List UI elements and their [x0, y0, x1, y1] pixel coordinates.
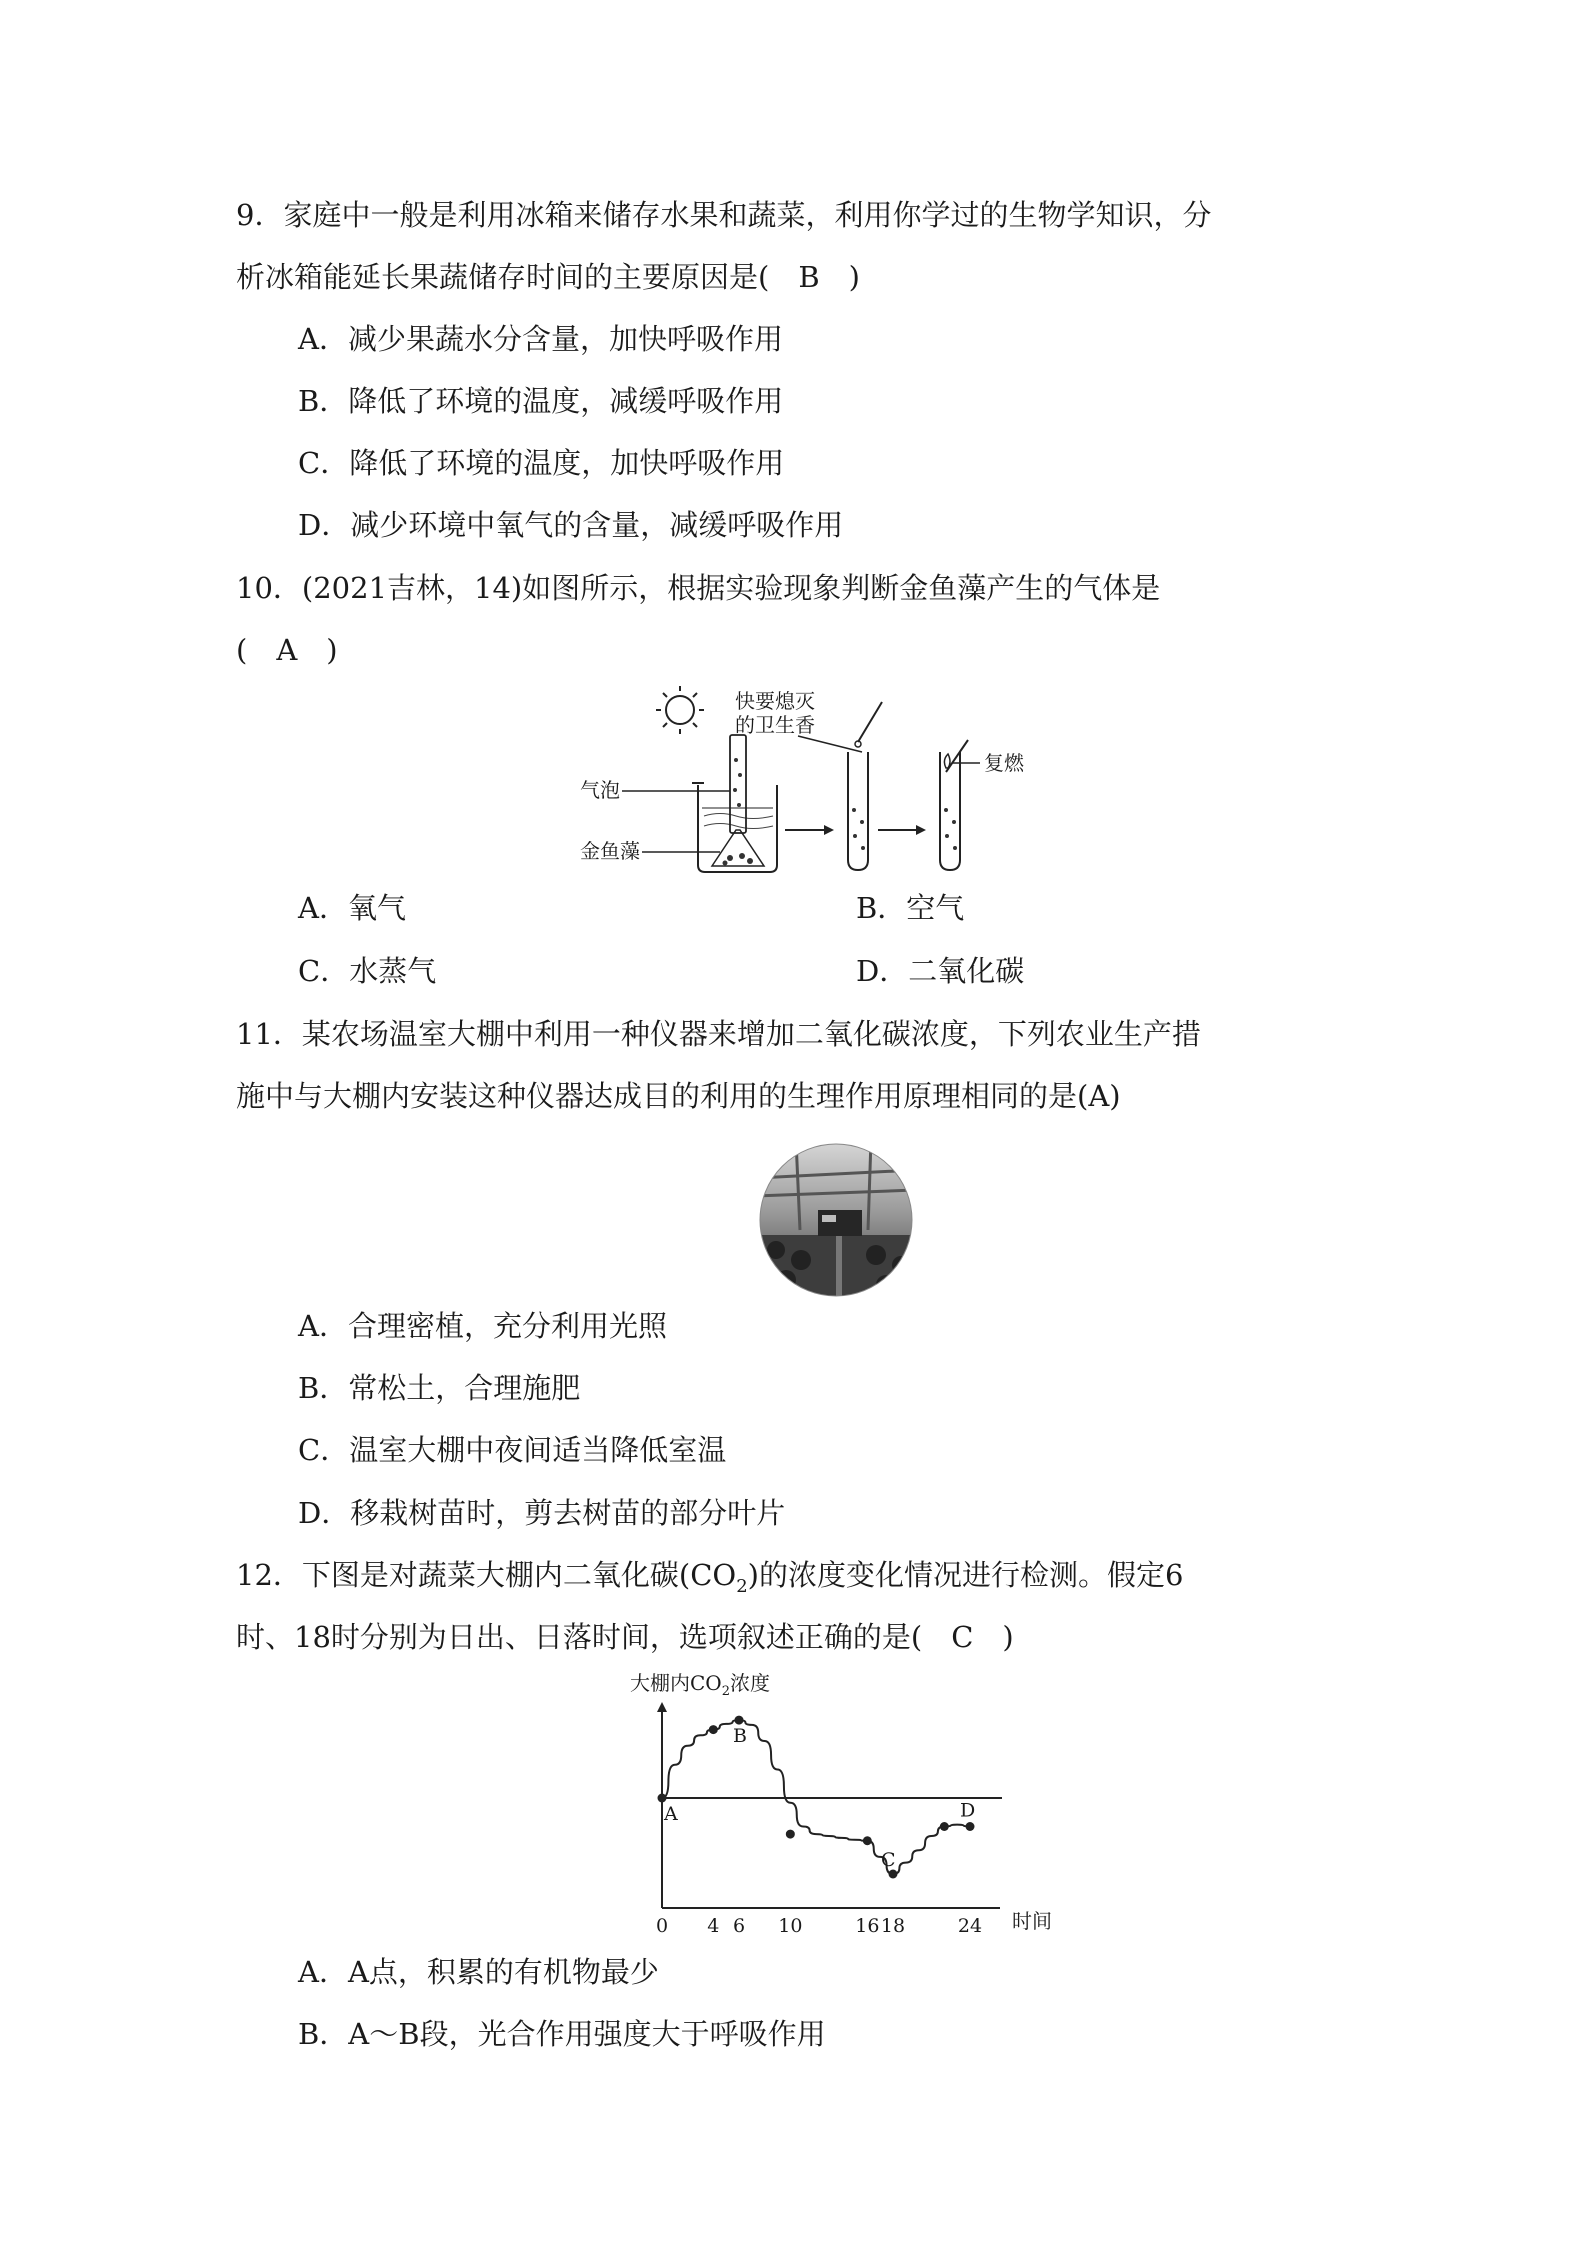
- sun-icon: [656, 686, 704, 734]
- q12-stem-post: )的浓度变化情况进行检测。假定6: [747, 1558, 1184, 1592]
- point-label-c: C: [881, 1849, 896, 1871]
- q9-option-b: B．降低了环境的温度，减缓呼吸作用: [298, 384, 784, 418]
- q12-stem-line1: [236, 1555, 1183, 1607]
- q12-stem-sub: 2: [736, 1575, 748, 1597]
- q12-stem-pre: 12．下图是对蔬菜大棚内二氧化碳(CO: [236, 1558, 737, 1592]
- q11-option-b: B．常松土，合理施肥: [298, 1371, 581, 1405]
- q10-experiment-figure: [580, 680, 1100, 880]
- x-tick-label-10: 10: [778, 1915, 803, 1937]
- q11-stem-line1: 11．某农场温室大棚中利用一种仪器来增加二氧化碳浓度，下列农业生产措: [236, 1017, 1201, 1051]
- marked-dot-3: [940, 1822, 949, 1831]
- q10-option-d: D．二氧化碳: [856, 954, 1025, 988]
- q9-stem-line1: 9．家庭中一般是利用冰箱来储存水果和蔬菜，利用你学过的生物学知识，分: [236, 198, 1212, 232]
- x-tick-label-0: 0: [655, 1915, 669, 1937]
- point-label-d: D: [960, 1799, 976, 1822]
- q10-option-a: A．氧气: [298, 891, 406, 925]
- point-label-b: B: [733, 1725, 747, 1748]
- x-tick-label-16: 16: [855, 1915, 880, 1937]
- point-b: [735, 1716, 744, 1725]
- label-plant: 金鱼藻: [580, 839, 640, 863]
- marked-dot-0: [709, 1725, 718, 1734]
- q10-option-c: C．水蒸气: [298, 954, 437, 988]
- q11-option-c: C．温室大棚中夜间适当降低室温: [298, 1433, 727, 1467]
- test-tube-2: [848, 702, 882, 870]
- x-tick-label-4: 4: [707, 1915, 720, 1937]
- point-d: [966, 1822, 975, 1831]
- label-bubbles: 气泡: [580, 778, 620, 802]
- q9-option-a: A．减少果蔬水分含量，加快呼吸作用: [298, 322, 783, 356]
- x-tick-label-6: 6: [732, 1915, 746, 1937]
- co2-concentration-chart: [620, 1668, 1060, 1938]
- label-incense-1: 快要熄灭: [735, 689, 815, 713]
- q12-stem-line2: 时、18时分别为日出、日落时间，选项叙述正确的是( C ): [236, 1620, 1014, 1654]
- point-label-a: A: [664, 1803, 678, 1825]
- q12-option-b: B．A～B段，光合作用强度大于呼吸作用: [298, 2017, 826, 2051]
- point-a: [658, 1794, 667, 1803]
- label-reignite: 复燃: [984, 751, 1024, 775]
- marked-dot-2: [863, 1836, 872, 1845]
- q10-option-b: B．空气: [856, 891, 965, 925]
- chart-axes: [657, 1702, 1000, 1908]
- q9-stem-line2: 析冰箱能延长果蔬储存时间的主要原因是( B ): [236, 260, 860, 294]
- y-axis-arrow: [657, 1702, 667, 1712]
- x-tick-label-18: 18: [880, 1915, 906, 1937]
- q10-stem-line1: 10．(2021吉林，14)如图所示，根据实验现象判断金鱼藻产生的气体是: [236, 571, 1161, 605]
- greenhouse-device-photo: [756, 1140, 916, 1300]
- q10-stem-line2: ( A ): [236, 633, 338, 667]
- label-incense-2: 的卫生香: [735, 713, 815, 737]
- chart-xlabel: 时间: [1012, 1909, 1052, 1933]
- marked-dot-1: [786, 1830, 795, 1839]
- chart-title: 大棚内$CO_2$浓度: [630, 1671, 770, 1699]
- test-tube-3: [940, 740, 968, 870]
- chart-x-ticks: [656, 1915, 982, 1937]
- q11-option-d: D．移栽树苗时，剪去树苗的部分叶片: [298, 1496, 786, 1530]
- x-tick-label-24: 24: [957, 1915, 983, 1937]
- q9-option-c: C．降低了环境的温度，加快呼吸作用: [298, 446, 785, 480]
- q9-option-d: D．减少环境中氧气的含量，减缓呼吸作用: [298, 508, 844, 542]
- q12-option-a: A．A点，积累的有机物最少: [298, 1955, 659, 1989]
- q11-stem-line2: 施中与大棚内安装这种仪器达成目的利用的生理作用原理相同的是(A): [236, 1079, 1121, 1113]
- q11-option-a: A．合理密植，充分利用光照: [298, 1309, 667, 1343]
